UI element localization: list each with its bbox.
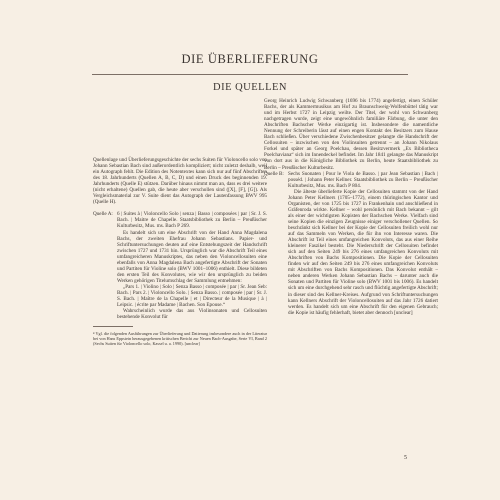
intro-paragraph: Quellenlage und Überlieferungsgeschichte der sechs Suiten für Violoncello solo von Johann Sebastian Bach sind außerordentlich kompliziert; nicht zuletzt deshalb, weil ein Autograph fehlt. Die Edition des Notentextes kann sich nur auf fünf Abschriften des 18. Jahrhunderts (Quellen A, B, C, D) und einen Druck des beginnenden 19. Jahrhunderts (Quelle E) stützen. Darüber hinaus nimmt man an, dass es drei weitere (nicht erhaltene) Quellen gab, die heute aber verschollen sind ([X], [F], [G]). Als Vergleichsmaterial zur V. Suite dient das Autograph der Lautenfassung BWV 995 (Quelle H). bbox=[93, 157, 267, 206]
source-a-continued-paragraph: Georg Heinrich Ludwig Schwanberg (1696 bis 1774) angefertigt, einen Schüler Bachs, der als Kammermusikus am Hof zu Braunschweig-Wolfenbüttel tätig war und im Herbst 1727 in Leipzig weilte. Der Titel, der wohl von Schwanberg nachgetragen wurde, zeigt eine ungewöhnlich familiäre Färbung, die unter den Abschriften Bachscher Werke einzigartig ist. Insbesondere die namentliche Nennung der Schreiberin lässt auf einen engen Kontakt des Besitzers zum Hause Bach schließen. Über verschiedene Zwischenbesitzer gelangte die Handschrift der Cellosuiten – inzwischen von den Violinsuiten getrennt – an Johann Nikolaus Forkel und später an Georg Poelchau, dessen Besitzvermerk „Ex Bibliotheca Poelchaviana“ sich im Innendeckel befindet. Im Jahr 1841 gelangte das Manuskript von dort aus in die Königliche Bibliothek zu Berlin, heute Staatsbibliothek zu Berlin – Preußischer Kulturbesitz. bbox=[264, 98, 438, 171]
left-column bbox=[93, 157, 267, 351]
source-a-body bbox=[117, 211, 267, 320]
source-a-title: 6 | Suites à | Violoncello Solo | senza | Basso | composées | par | Sr. J. S. Bach. | Maitre de Chapelle. Staatsbibliothek zu Berlin – Preußischer Kulturbesitz, Mus. ms. Bach P 269. bbox=[117, 211, 267, 230]
title-rule bbox=[92, 74, 408, 75]
footnote-rule bbox=[93, 326, 133, 327]
source-b-body bbox=[288, 171, 438, 316]
source-a-titlepage-quote: „Pars 1. | Violino | Solo | Senza Basso | composée | par | Sr. Jean Seb: Bach. | Pars 2. | Violoncello Solo. | Senza Basso. | composée | par | Sr. J. S. Bach. | Maître de la Chapelle | et | Directeur de la Musique | à | Leipsic. | écrite par Madame | Bachen. Son Epouse.“ bbox=[117, 283, 267, 309]
chapter-title: DIE ÜBERLIEFERUNG bbox=[181, 52, 319, 66]
source-a-continuation: Wahrscheinlich wurde das aus Violinsonaten und Cellosuiten bestehende Konvolut für bbox=[117, 308, 267, 321]
section-subtitle: DIE QUELLEN bbox=[212, 82, 288, 93]
source-b-title: Sechs Suonaten | Pour le Viola de Basso. | par Jean Sebastian | Bach | posséd. | Johann Peter Kellner. Staatsbibliothek zu Berlin – Preußischer Kulturbesitz, Mus. ms. Bach P 804. bbox=[288, 170, 438, 189]
source-a-description: Es handelt sich um eine Abschrift von der Hand Anna Magdalena Bachs, der zweiten Ehefrau Johann Sebastians. Papier- und Schriftuntersuchungen deuten auf eine Entstehungszeit der Handschrift zwischen 1727 und 1731 hin. Ursprünglich war die Abschrift Teil eines umfangreicheren Manuskriptes, das neben den Violoncellosuiten eine ebenfalls von Anna Magdalena Bach angefertigte Abschrift der Sonaten und Partiten für Violine solo (BWV 1001–1006) enthielt. Diese bildeten den ersten Teil des Konvolutes, wie wir den ursprünglich zu beiden Werken gehörigen Titelumschlag der Sammlung entnehmen: bbox=[117, 229, 267, 284]
page-number: 5 bbox=[404, 455, 407, 461]
source-b-entry bbox=[264, 171, 438, 316]
source-a-entry bbox=[93, 211, 267, 320]
source-b-description: Die älteste überlieferte Kopie der Cellosuiten stammt von der Hand Johann Peter Kellners (1705–1772), einem thüringischen Kantor und Organisten, der von 1725 bis 1727 in Frankenhain und anschließend in Gräfenroda wirkte. Kellner – wohl persönlich mit Bach bekannt – gilt als einer der wichtigsten Kopisten der Bachschen Werke. Vielfach sind seine Kopien die einzigen Zeugnisse einiger verschollener Quellen. So beschränkt sich Kellner bei der Kopie der Cellosuiten freilich wohl nur auf das Sammeln von Werken, die für ihn von Interesse waren. Die Abschrift ist Teil eines umfangreichen Konvoluts, das aus einer Reihe kleinerer Faszikel besteht. Die Niederschrift der Cellosuiten befindet sich auf den Seiten 249 bis 276 eines umfangreichen Konvoluts mit Abschriften von Bachs Kompositionen. Die Kopie der Cellosuiten finden wir auf den Seiten 249 bis 276 eines umfangreichen Konvoluts mit Abschriften von Bachs Kompositionen. Das Konvolut enthält – neben anderen Werken Johann Sebastian Bachs – darunter auch die Sonaten und Partiten für Violine solo (BWV 1001 bis 1006). Es handelt sich um eine durchgehend sehr rasch und flüchtig angefertigte Abschrift; in dieser sind des Kellner-Kreises. Aufgrund von Schriftuntersuchungen kann Kellners Abschrift der Violoncellosuiten auf das Jahr 1726 datiert werden. Es handelt sich um eine Abschrift für den eigenen Gebrauch; die Kopie ist häufig fehlerhaft, bietet aber dennoch [unclear] bbox=[288, 188, 438, 316]
right-column bbox=[264, 98, 438, 316]
footnote: ⁴ Vgl. die folgenden Ausführungen zur Überlieferung und Datierung insbesondere auch in der Literatur bei von Hans Eppstein herausgegebenen kritischen Bericht zur Neuen Bach-Ausgabe, Serie VI, Band 2 (Sechs Suiten für Violoncello solo, Kassel u. a. 1990). [unclear] bbox=[93, 331, 267, 347]
source-b-label: Quelle B: bbox=[264, 170, 284, 177]
source-a-label: Quelle A: bbox=[93, 211, 113, 218]
